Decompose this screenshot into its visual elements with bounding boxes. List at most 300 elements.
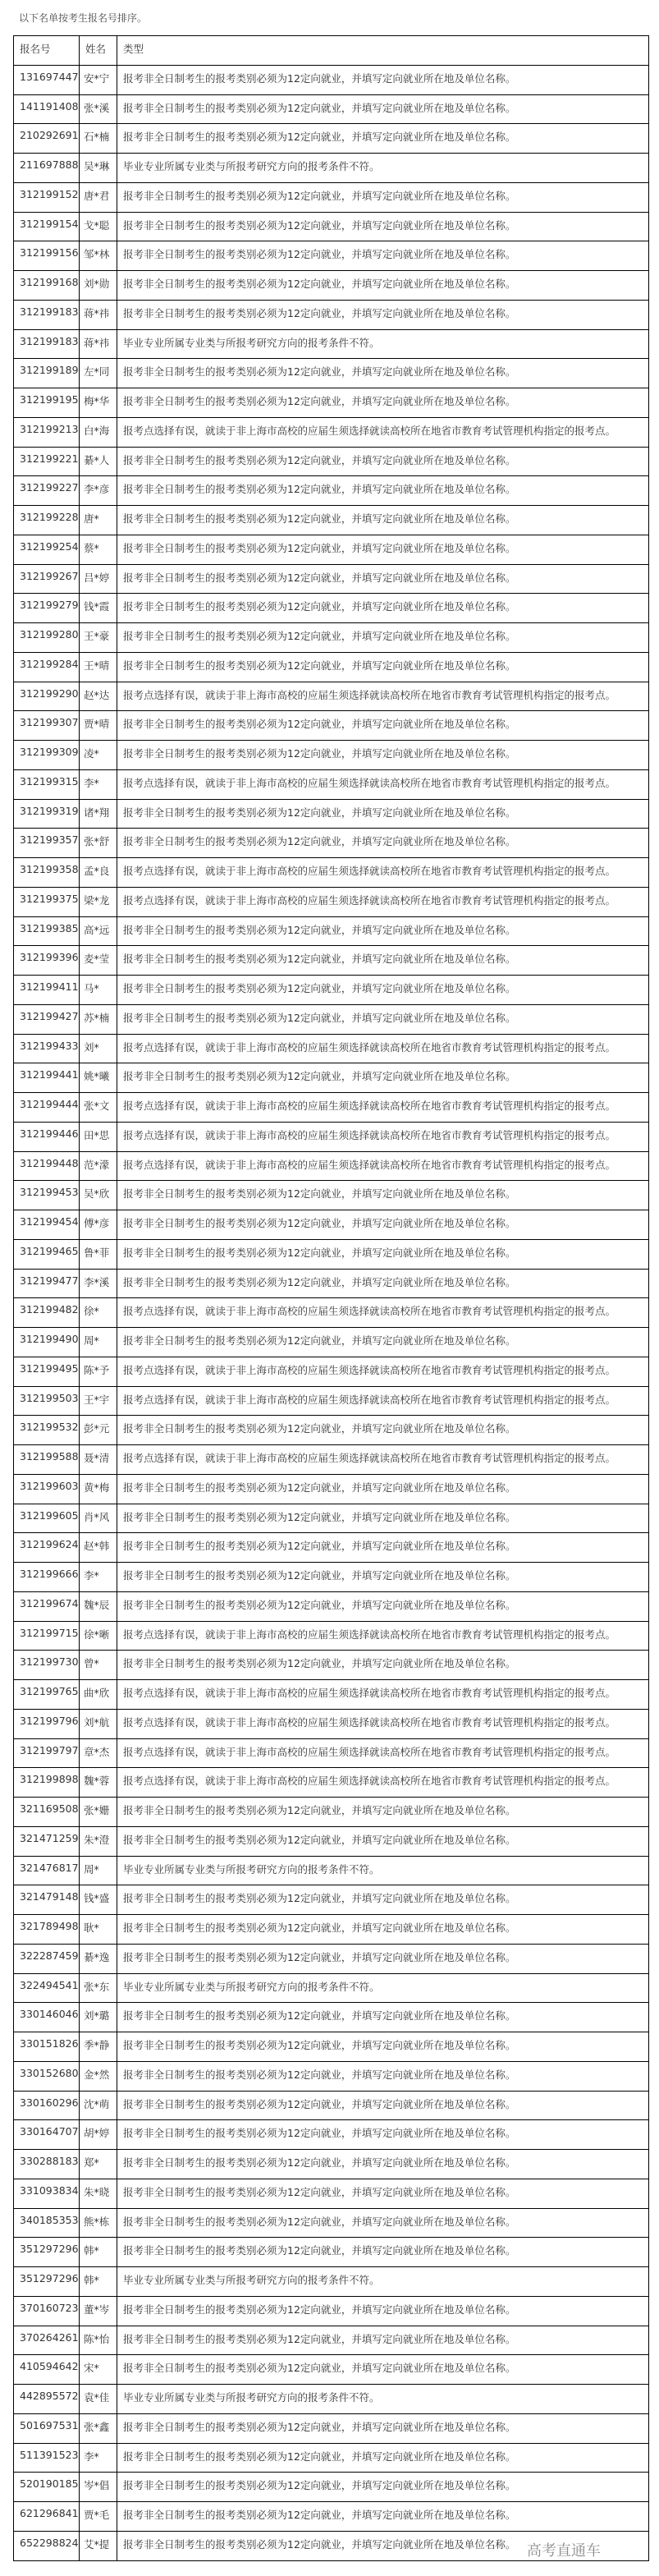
cell-registration-id: 312199307	[14, 711, 80, 741]
cell-type: 报考非全日制考生的报考类别必须为12定向就业，并填写定向就业所在地及单位名称。	[117, 1181, 649, 1210]
cell-registration-id: 312199796	[14, 1709, 80, 1738]
cell-type: 报考点选择有误，就读于非上海市高校的应届生须选择就读高校所在地省市教育考试管理机构指定的报考点。	[117, 769, 649, 799]
cell-type: 报考非全日制考生的报考类别必须为12定向就业，并填写定向就业所在地及单位名称。	[117, 1328, 649, 1357]
cell-type: 报考非全日制考生的报考类别必须为12定向就业，并填写定向就业所在地及单位名称。	[117, 652, 649, 682]
cell-type: 报考非全日制考生的报考类别必须为12定向就业，并填写定向就业所在地及单位名称。	[117, 359, 649, 388]
cell-registration-id: 652298824	[14, 2531, 80, 2560]
table-row	[14, 2296, 649, 2326]
cell-registration-id: 131697447	[14, 65, 80, 94]
cell-type: 报考非全日制考生的报考类别必须为12定向就业，并填写定向就业所在地及单位名称。	[117, 594, 649, 623]
cell-type: 报考非全日制考生的报考类别必须为12定向就业，并填写定向就业所在地及单位名称。	[117, 564, 649, 594]
table-body	[14, 65, 649, 2560]
cell-registration-id: 312199765	[14, 1680, 80, 1710]
cell-type: 报考非全日制考生的报考类别必须为12定向就业，并填写定向就业所在地及单位名称。	[117, 799, 649, 829]
cell-name: 凌*	[80, 741, 117, 770]
table-row	[14, 1063, 649, 1093]
cell-name: 董*岑	[80, 2296, 117, 2326]
cell-type: 报考点选择有误，就读于非上海市高校的应届生须选择就读高校所在地省市教育考试管理机构指定的报考点。	[117, 1680, 649, 1710]
table-row	[14, 741, 649, 770]
cell-name: 吕*婷	[80, 564, 117, 594]
cell-name: 邹*林	[80, 241, 117, 271]
cell-type: 报考点选择有误，就读于非上海市高校的应届生须选择就读高校所在地省市教育考试管理机构指定的报考点。	[117, 1298, 649, 1328]
cell-type: 报考非全日制考生的报考类别必须为12定向就业，并填写定向就业所在地及单位名称。	[117, 212, 649, 241]
cell-registration-id: 312199715	[14, 1621, 80, 1651]
cell-type: 报考非全日制考生的报考类别必须为12定向就业，并填写定向就业所在地及单位名称。	[117, 976, 649, 1005]
cell-registration-id: 410594642	[14, 2355, 80, 2385]
cell-registration-id: 442895572	[14, 2385, 80, 2414]
table-row	[14, 300, 649, 329]
cell-registration-id: 330160296	[14, 2091, 80, 2120]
cell-name: 金*然	[80, 2061, 117, 2091]
cell-registration-id: 312199168	[14, 271, 80, 301]
cell-type: 报考点选择有误，就读于非上海市高校的应届生须选择就读高校所在地省市教育考试管理机构指定的报考点。	[117, 1093, 649, 1123]
cell-registration-id: 331093834	[14, 2179, 80, 2208]
cell-type: 报考非全日制考生的报考类别必须为12定向就业，并填写定向就业所在地及单位名称。	[117, 1533, 649, 1563]
cell-name: 张*姗	[80, 1798, 117, 1827]
cell-name: 鲁*菲	[80, 1239, 117, 1269]
cell-type: 报考非全日制考生的报考类别必须为12定向就业，并填写定向就业所在地及单位名称。	[117, 829, 649, 858]
cell-type: 报考非全日制考生的报考类别必须为12定向就业，并填写定向就业所在地及单位名称。	[117, 2443, 649, 2473]
cell-registration-id: 211697888	[14, 154, 80, 183]
cell-name: 张*东	[80, 1973, 117, 2003]
cell-registration-id: 321471259	[14, 1826, 80, 1856]
table-row	[14, 329, 649, 359]
table-row	[14, 388, 649, 418]
cell-registration-id: 312199156	[14, 241, 80, 271]
table-row	[14, 829, 649, 858]
cell-name: 安*宁	[80, 65, 117, 94]
cell-registration-id: 321476817	[14, 1856, 80, 1885]
cell-type: 报考点选择有误，就读于非上海市高校的应届生须选择就读高校所在地省市教育考试管理机构指定的报考点。	[117, 887, 649, 916]
cell-name: 梅*华	[80, 388, 117, 418]
cell-name: 刘*勋	[80, 271, 117, 301]
cell-name: 贾*毛	[80, 2502, 117, 2532]
table-row	[14, 1856, 649, 1885]
cell-name: 麦*莹	[80, 946, 117, 976]
cell-registration-id: 501697531	[14, 2413, 80, 2443]
cell-registration-id: 312199490	[14, 1328, 80, 1357]
cell-registration-id: 330146046	[14, 2003, 80, 2032]
table-row	[14, 1738, 649, 1768]
cell-type: 报考非全日制考生的报考类别必须为12定向就业，并填写定向就业所在地及单位名称。	[117, 476, 649, 506]
table-row	[14, 1826, 649, 1856]
table-row	[14, 946, 649, 976]
table-row	[14, 799, 649, 829]
cell-name: 蔡*	[80, 535, 117, 564]
cell-name: 胡*婷	[80, 2120, 117, 2150]
cell-registration-id: 312199454	[14, 1210, 80, 1240]
cell-registration-id: 312199284	[14, 652, 80, 682]
cell-registration-id: 321479148	[14, 1885, 80, 1915]
cell-name: 刘*	[80, 1034, 117, 1063]
cell-name: 张*鑫	[80, 2413, 117, 2443]
table-row	[14, 2413, 649, 2443]
header-name: 姓名	[80, 36, 117, 66]
cell-name: 徐*晰	[80, 1621, 117, 1651]
cell-name: 诸*翔	[80, 799, 117, 829]
cell-type: 报考点选择有误，就读于非上海市高校的应届生须选择就读高校所在地省市教育考试管理机构指定的报考点。	[117, 1445, 649, 1475]
cell-type: 报考非全日制考生的报考类别必须为12定向就业，并填写定向就业所在地及单位名称。	[117, 535, 649, 564]
cell-type: 报考点选择有误，就读于非上海市高校的应届生须选择就读高校所在地省市教育考试管理机构指定的报考点。	[117, 1386, 649, 1416]
cell-name: 熊*栋	[80, 2208, 117, 2238]
cell-name: 左*同	[80, 359, 117, 388]
cell-registration-id: 312199221	[14, 447, 80, 476]
cell-registration-id: 312199385	[14, 916, 80, 946]
cell-name: 张*文	[80, 1093, 117, 1123]
cell-type: 报考非全日制考生的报考类别必须为12定向就业，并填写定向就业所在地及单位名称。	[117, 2120, 649, 2150]
table-row	[14, 1680, 649, 1710]
table-row	[14, 241, 649, 271]
table-row	[14, 506, 649, 535]
cell-registration-id: 330152680	[14, 2061, 80, 2091]
cell-name: 周*	[80, 1856, 117, 1885]
table-row	[14, 1944, 649, 1973]
cell-name: 唐*	[80, 506, 117, 535]
table-row	[14, 2061, 649, 2091]
table-row	[14, 535, 649, 564]
cell-name: 傅*彦	[80, 1210, 117, 1240]
cell-registration-id: 312199195	[14, 388, 80, 418]
cell-type: 报考点选择有误，就读于非上海市高校的应届生须选择就读高校所在地省市教育考试管理机构指定的报考点。	[117, 1621, 649, 1651]
cell-name: 章*杰	[80, 1738, 117, 1768]
table-row	[14, 1004, 649, 1034]
cell-name: 綦*人	[80, 447, 117, 476]
cell-registration-id: 312199453	[14, 1181, 80, 1210]
cell-registration-id: 312199254	[14, 535, 80, 564]
cell-name: 耿*	[80, 1915, 117, 1945]
cell-type: 报考非全日制考生的报考类别必须为12定向就业，并填写定向就业所在地及单位名称。	[117, 1004, 649, 1034]
cell-registration-id: 520190185	[14, 2473, 80, 2502]
cell-type: 报考非全日制考生的报考类别必须为12定向就业，并填写定向就业所在地及单位名称。	[117, 2179, 649, 2208]
cell-type: 报考非全日制考生的报考类别必须为12定向就业，并填写定向就业所在地及单位名称。	[117, 2502, 649, 2532]
table-row	[14, 1445, 649, 1475]
cell-registration-id: 312199624	[14, 1533, 80, 1563]
cell-name: 赵*达	[80, 682, 117, 711]
cell-type: 毕业专业所属专业类与所报考研究方向的报考条件不符。	[117, 1856, 649, 1885]
table-row	[14, 2502, 649, 2532]
cell-type: 报考非全日制考生的报考类别必须为12定向就业，并填写定向就业所在地及单位名称。	[117, 1063, 649, 1093]
cell-type: 报考非全日制考生的报考类别必须为12定向就业，并填写定向就业所在地及单位名称。	[117, 2238, 649, 2267]
cell-registration-id: 312199603	[14, 1474, 80, 1504]
table-row	[14, 2208, 649, 2238]
cell-registration-id: 340185353	[14, 2208, 80, 2238]
cell-type: 报考非全日制考生的报考类别必须为12定向就业，并填写定向就业所在地及单位名称。	[117, 65, 649, 94]
cell-name: 陈*予	[80, 1357, 117, 1386]
table-row	[14, 1269, 649, 1298]
cell-type: 报考非全日制考生的报考类别必须为12定向就业，并填写定向就业所在地及单位名称。	[117, 1474, 649, 1504]
cell-type: 报考非全日制考生的报考类别必须为12定向就业，并填写定向就业所在地及单位名称。	[117, 1885, 649, 1915]
cell-registration-id: 312199532	[14, 1416, 80, 1445]
cell-type: 报考非全日制考生的报考类别必须为12定向就业，并填写定向就业所在地及单位名称。	[117, 2326, 649, 2355]
cell-name: 王*豪	[80, 623, 117, 653]
cell-type: 报考非全日制考生的报考类别必须为12定向就业，并填写定向就业所在地及单位名称。	[117, 2003, 649, 2032]
cell-type: 报考非全日制考生的报考类别必须为12定向就业，并填写定向就业所在地及单位名称。	[117, 124, 649, 154]
cell-name: 艾*提	[80, 2531, 117, 2560]
cell-registration-id: 322494541	[14, 1973, 80, 2003]
watermark-logo: 高考直通车	[527, 2542, 601, 2560]
cell-name: 沈*萌	[80, 2091, 117, 2120]
cell-registration-id: 312199375	[14, 887, 80, 916]
cell-registration-id: 321169508	[14, 1798, 80, 1827]
cell-type: 报考非全日制考生的报考类别必须为12定向就业，并填写定向就业所在地及单位名称。	[117, 2061, 649, 2091]
cell-name: 张*溪	[80, 94, 117, 124]
cell-name: 王*宇	[80, 1386, 117, 1416]
cell-type: 报考非全日制考生的报考类别必须为12定向就业，并填写定向就业所在地及单位名称。	[117, 1239, 649, 1269]
table-row	[14, 769, 649, 799]
table-row	[14, 1328, 649, 1357]
cell-registration-id: 312199433	[14, 1034, 80, 1063]
cell-type: 报考点选择有误，就读于非上海市高校的应届生须选择就读高校所在地省市教育考试管理机构指定的报考点。	[117, 417, 649, 447]
table-row	[14, 2385, 649, 2414]
cell-type: 报考点选择有误，就读于非上海市高校的应届生须选择就读高校所在地省市教育考试管理机构指定的报考点。	[117, 1709, 649, 1738]
table-row	[14, 1416, 649, 1445]
table-row	[14, 2091, 649, 2120]
cell-name: 魏*蓉	[80, 1768, 117, 1798]
table-row	[14, 858, 649, 888]
header-id: 报名号	[14, 36, 80, 66]
cell-registration-id: 511391523	[14, 2443, 80, 2473]
cell-name: 钱*霞	[80, 594, 117, 623]
table-row	[14, 1034, 649, 1063]
cell-registration-id: 312199448	[14, 1151, 80, 1181]
table-row	[14, 711, 649, 741]
cell-name: 李*	[80, 2443, 117, 2473]
cell-name: 彭*元	[80, 1416, 117, 1445]
table-row	[14, 476, 649, 506]
cell-name: 宋*	[80, 2355, 117, 2385]
table-row	[14, 2003, 649, 2032]
cell-registration-id: 312199227	[14, 476, 80, 506]
table-row	[14, 94, 649, 124]
cell-type: 报考非全日制考生的报考类别必须为12定向就业，并填写定向就业所在地及单位名称。	[117, 1504, 649, 1533]
cell-type: 报考点选择有误，就读于非上海市高校的应届生须选择就读高校所在地省市教育考试管理机构指定的报考点。	[117, 1151, 649, 1181]
cell-registration-id: 312199267	[14, 564, 80, 594]
cell-name: 唐*君	[80, 182, 117, 212]
cell-type: 报考非全日制考生的报考类别必须为12定向就业，并填写定向就业所在地及单位名称。	[117, 711, 649, 741]
cell-registration-id: 312199495	[14, 1357, 80, 1386]
cell-name: 黄*梅	[80, 1474, 117, 1504]
cell-type: 报考非全日制考生的报考类别必须为12定向就业，并填写定向就业所在地及单位名称。	[117, 623, 649, 653]
cell-registration-id: 330151826	[14, 2032, 80, 2062]
cell-registration-id: 312199319	[14, 799, 80, 829]
cell-registration-id: 312199605	[14, 1504, 80, 1533]
cell-registration-id: 322287459	[14, 1944, 80, 1973]
cell-type: 报考点选择有误，就读于非上海市高校的应届生须选择就读高校所在地省市教育考试管理机构指定的报考点。	[117, 682, 649, 711]
cell-name: 刘*航	[80, 1709, 117, 1738]
cell-registration-id: 312199482	[14, 1298, 80, 1328]
cell-name: 张*舒	[80, 829, 117, 858]
cell-registration-id: 370160723	[14, 2296, 80, 2326]
table-row	[14, 2032, 649, 2062]
cell-registration-id: 312199154	[14, 212, 80, 241]
cell-name: 岑*倡	[80, 2473, 117, 2502]
table-row	[14, 2238, 649, 2267]
table-row	[14, 1181, 649, 1210]
table-row	[14, 1915, 649, 1945]
cell-type: 报考非全日制考生的报考类别必须为12定向就业，并填写定向就业所在地及单位名称。	[117, 1915, 649, 1945]
cell-type: 报考非全日制考生的报考类别必须为12定向就业，并填写定向就业所在地及单位名称。	[117, 1591, 649, 1621]
cell-name: 蒋*祎	[80, 300, 117, 329]
cell-type: 报考非全日制考生的报考类别必须为12定向就业，并填写定向就业所在地及单位名称。	[117, 741, 649, 770]
cell-type: 报考非全日制考生的报考类别必须为12定向就业，并填写定向就业所在地及单位名称。	[117, 1826, 649, 1856]
cell-registration-id: 312199228	[14, 506, 80, 535]
cell-name: 李*溪	[80, 1269, 117, 1298]
cell-registration-id: 312199730	[14, 1651, 80, 1680]
table-row	[14, 1504, 649, 1533]
cell-name: 刘*璐	[80, 2003, 117, 2032]
cell-registration-id: 312199797	[14, 1738, 80, 1768]
cell-type: 毕业专业所属专业类与所报考研究方向的报考条件不符。	[117, 329, 649, 359]
cell-name: 贾*晴	[80, 711, 117, 741]
table-row	[14, 916, 649, 946]
cell-type: 报考非全日制考生的报考类别必须为12定向就业，并填写定向就业所在地及单位名称。	[117, 2032, 649, 2062]
cell-name: 韩*	[80, 2238, 117, 2267]
cell-type: 报考点选择有误，就读于非上海市高校的应届生须选择就读高校所在地省市教育考试管理机构指定的报考点。	[117, 1034, 649, 1063]
cell-name: 王*晴	[80, 652, 117, 682]
cell-registration-id: 312199588	[14, 1445, 80, 1475]
table-row	[14, 564, 649, 594]
cell-name: 聂*清	[80, 1445, 117, 1475]
cell-type: 报考非全日制考生的报考类别必须为12定向就业，并填写定向就业所在地及单位名称。	[117, 2473, 649, 2502]
cell-type: 毕业专业所属专业类与所报考研究方向的报考条件不符。	[117, 2267, 649, 2297]
cell-registration-id: 351297296	[14, 2238, 80, 2267]
cell-name: 石*楠	[80, 124, 117, 154]
table-row	[14, 1122, 649, 1151]
table-row	[14, 2443, 649, 2473]
table-row	[14, 1651, 649, 1680]
table-row	[14, 447, 649, 476]
cell-name: 钱*盛	[80, 1885, 117, 1915]
cell-type: 报考点选择有误，就读于非上海市高校的应届生须选择就读高校所在地省市教育考试管理机构指定的报考点。	[117, 1357, 649, 1386]
table-row	[14, 1386, 649, 1416]
cell-type: 报考非全日制考生的报考类别必须为12定向就业，并填写定向就业所在地及单位名称。	[117, 182, 649, 212]
cell-name: 马*	[80, 976, 117, 1005]
cell-registration-id: 312199152	[14, 182, 80, 212]
cell-type: 毕业专业所属专业类与所报考研究方向的报考条件不符。	[117, 1973, 649, 2003]
table-row	[14, 1798, 649, 1827]
cell-registration-id: 312199183	[14, 300, 80, 329]
cell-registration-id: 321789498	[14, 1915, 80, 1945]
cell-name: 姚*曦	[80, 1063, 117, 1093]
table-row	[14, 594, 649, 623]
cell-type: 报考非全日制考生的报考类别必须为12定向就业，并填写定向就业所在地及单位名称。	[117, 2531, 649, 2560]
cell-type: 报考非全日制考生的报考类别必须为12定向就业，并填写定向就业所在地及单位名称。	[117, 447, 649, 476]
table-row	[14, 182, 649, 212]
table-row	[14, 271, 649, 301]
cell-name: 徐*	[80, 1298, 117, 1328]
cell-type: 报考点选择有误，就读于非上海市高校的应届生须选择就读高校所在地省市教育考试管理机构指定的报考点。	[117, 858, 649, 888]
cell-name: 綦*逸	[80, 1944, 117, 1973]
cell-type: 报考非全日制考生的报考类别必须为12定向就业，并填写定向就业所在地及单位名称。	[117, 2296, 649, 2326]
cell-registration-id: 312199315	[14, 769, 80, 799]
cell-type: 报考非全日制考生的报考类别必须为12定向就业，并填写定向就业所在地及单位名称。	[117, 2150, 649, 2179]
cell-registration-id: 312199309	[14, 741, 80, 770]
cell-registration-id: 312199189	[14, 359, 80, 388]
cell-type: 报考非全日制考生的报考类别必须为12定向就业，并填写定向就业所在地及单位名称。	[117, 2208, 649, 2238]
table-row	[14, 2150, 649, 2179]
cell-name: 李*	[80, 769, 117, 799]
cell-type: 报考非全日制考生的报考类别必须为12定向就业，并填写定向就业所在地及单位名称。	[117, 506, 649, 535]
cell-registration-id: 312199427	[14, 1004, 80, 1034]
cell-name: 陈*怡	[80, 2326, 117, 2355]
cell-name: 朱*晓	[80, 2179, 117, 2208]
cell-name: 赵*韩	[80, 1533, 117, 1563]
cell-type: 报考非全日制考生的报考类别必须为12定向就业，并填写定向就业所在地及单位名称。	[117, 946, 649, 976]
table-row	[14, 417, 649, 447]
table-row	[14, 887, 649, 916]
cell-name: 戈*聪	[80, 212, 117, 241]
cell-registration-id: 210292691	[14, 124, 80, 154]
cell-type: 毕业专业所属专业类与所报考研究方向的报考条件不符。	[117, 154, 649, 183]
cell-registration-id: 312199465	[14, 1239, 80, 1269]
table-row	[14, 65, 649, 94]
cell-type: 报考非全日制考生的报考类别必须为12定向就业，并填写定向就业所在地及单位名称。	[117, 2355, 649, 2385]
table-row	[14, 212, 649, 241]
cell-registration-id: 621296841	[14, 2502, 80, 2532]
cell-type: 报考非全日制考生的报考类别必须为12定向就业，并填写定向就业所在地及单位名称。	[117, 2413, 649, 2443]
cell-name: 白*海	[80, 417, 117, 447]
cell-registration-id: 370264261	[14, 2326, 80, 2355]
table-row	[14, 1093, 649, 1123]
cell-registration-id: 312199213	[14, 417, 80, 447]
table-row	[14, 652, 649, 682]
cell-registration-id: 312199444	[14, 1093, 80, 1123]
cell-name: 田*思	[80, 1122, 117, 1151]
cell-registration-id: 312199477	[14, 1269, 80, 1298]
cell-registration-id: 312199674	[14, 1591, 80, 1621]
cell-name: 苏*楠	[80, 1004, 117, 1034]
cell-registration-id: 312199280	[14, 623, 80, 653]
cell-name: 郑*	[80, 2150, 117, 2179]
cell-type: 报考非全日制考生的报考类别必须为12定向就业，并填写定向就业所在地及单位名称。	[117, 916, 649, 946]
table-row	[14, 623, 649, 653]
table-row	[14, 976, 649, 1005]
cell-name: 朱*澄	[80, 1826, 117, 1856]
header-type: 类型	[117, 36, 649, 66]
cell-type: 毕业专业所属专业类与所报考研究方向的报考条件不符。	[117, 2385, 649, 2414]
cell-registration-id: 312199183	[14, 329, 80, 359]
cell-name: 李*	[80, 1563, 117, 1592]
cell-name: 范*濛	[80, 1151, 117, 1181]
cell-name: 蒋*祎	[80, 329, 117, 359]
cell-type: 报考非全日制考生的报考类别必须为12定向就业，并填写定向就业所在地及单位名称。	[117, 271, 649, 301]
cell-type: 报考非全日制考生的报考类别必须为12定向就业，并填写定向就业所在地及单位名称。	[117, 1269, 649, 1298]
cell-type: 报考非全日制考生的报考类别必须为12定向就业，并填写定向就业所在地及单位名称。	[117, 300, 649, 329]
table-row	[14, 1563, 649, 1592]
cell-name: 高*远	[80, 916, 117, 946]
table-row	[14, 682, 649, 711]
cell-registration-id: 312199898	[14, 1768, 80, 1798]
cell-type: 报考点选择有误，就读于非上海市高校的应届生须选择就读高校所在地省市教育考试管理机构指定的报考点。	[117, 1122, 649, 1151]
table-row	[14, 1709, 649, 1738]
table-row	[14, 2120, 649, 2150]
cell-name: 吴*欣	[80, 1181, 117, 1210]
cell-name: 周*	[80, 1328, 117, 1357]
cell-name: 袁*佳	[80, 2385, 117, 2414]
table-row	[14, 154, 649, 183]
table-row	[14, 1151, 649, 1181]
table-row	[14, 1210, 649, 1240]
cell-type: 报考非全日制考生的报考类别必须为12定向就业，并填写定向就业所在地及单位名称。	[117, 2091, 649, 2120]
cell-registration-id: 312199503	[14, 1386, 80, 1416]
cell-name: 韩*	[80, 2267, 117, 2297]
cell-type: 报考点选择有误，就读于非上海市高校的应届生须选择就读高校所在地省市教育考试管理机构指定的报考点。	[117, 1768, 649, 1798]
table-row	[14, 1298, 649, 1328]
intro-text: 以下名单按考生报名号排序。	[19, 12, 148, 24]
table-row	[14, 1474, 649, 1504]
cell-type: 报考非全日制考生的报考类别必须为12定向就业，并填写定向就业所在地及单位名称。	[117, 388, 649, 418]
cell-name: 肖*风	[80, 1504, 117, 1533]
